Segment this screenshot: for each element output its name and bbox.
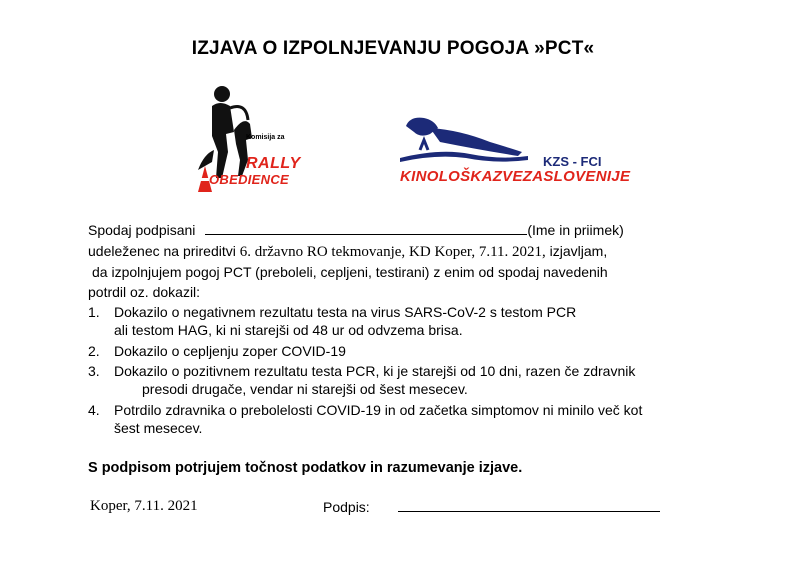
list-item-3-cont: presodi drugače, vendar ni starejši od šest mesecev. (142, 381, 468, 397)
list-item-2: 2. Dokazilo o cepljenju zoper COVID-19 (88, 343, 346, 359)
list-item-3: 3. Dokazilo o pozitivnem rezultatu testa PCR, ki je starejši od 10 dni, razen če zdravnik (88, 363, 636, 379)
event-name: 6. državno RO tekmovanje, (239, 244, 406, 260)
event-place-date: KD Koper, 7.11. 2021, (409, 244, 546, 260)
signature-line-row (88, 220, 624, 240)
rally-logo-word: RALLY (246, 155, 301, 172)
pct-line: da izpolnjujem pogoj PCT (preboleli, cepljeni, testirani) z enim od spodaj navedenih (92, 264, 608, 280)
kzs-fci-label: KZS - FCI (543, 154, 602, 169)
kzs-dog-logo (400, 112, 528, 164)
kzs-organisation-name: KINOLOŠKAZVEZASLOVENIJE (400, 168, 631, 185)
obedience-logo-word: OBEDIENCE (209, 172, 289, 187)
signed-label: Spodaj podpisani (88, 222, 196, 238)
signature-label: Podpis: (323, 499, 370, 515)
participant-line: udeleženec na prireditvi 6. državno RO tekmovanje, KD Koper, 7.11. 2021, izjavljam, (88, 243, 608, 260)
list-item-4: 4. Potrdilo zdravnika o prebolelosti COVID-19 in od začetka simptomov ni minilo več kot (88, 402, 643, 418)
evidence-intro: potrdil oz. dokazil: (88, 284, 201, 300)
name-hint: (Ime in priimek) (527, 222, 624, 238)
signature-blank[interactable] (398, 511, 660, 512)
list-item-1: 1. Dokazilo o negativnem rezultatu testa na virus SARS-CoV-2 s testom PCR (88, 304, 577, 320)
place-date: Koper, 7.11. 2021 (90, 498, 198, 514)
document-title: IZJAVA O IZPOLNJEVANJU POGOJA »PCT« (191, 38, 595, 59)
list-item-4-cont: šest mesecev. (114, 420, 203, 436)
name-blank[interactable] (205, 220, 527, 235)
confirmation-statement: S podpisom potrjujem točnost podatkov in razumevanje izjave. (88, 460, 523, 476)
list-item-1-cont: ali testom HAG, ki ni starejši od 48 ur od odvzema brisa. (114, 322, 463, 338)
rally-logo-caption: Komisija za (246, 134, 285, 141)
